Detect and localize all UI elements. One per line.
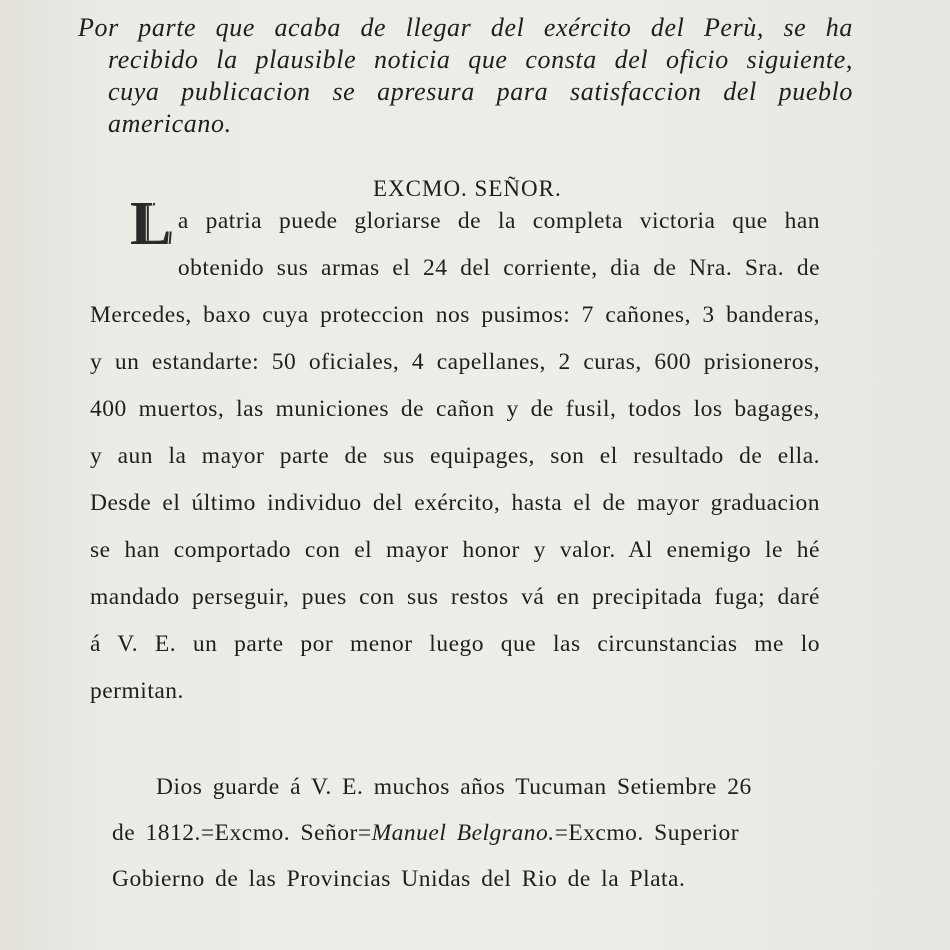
closing-addressee: =Excmo. Superior Gobierno de las Provincias Unidas del Rio de la Plata.: [112, 820, 740, 892]
signature-name: Manuel Belgrano.: [371, 820, 555, 846]
letter-body-text: a patria puede gloriarse de la completa victoria que han obtenido sus armas el 24 del corriente, dia de Nra. Sra. de Mercedes, baxo cuya proteccion nos pusimos: 7 cañones, 3 banderas, y un estandarte: 50 oficiales, 4 capellanes, 2 curas, 600 prisioneros, 400 muertos, las municiones de cañon y de fusil, todos los bagages, y aun la mayor parte de sus equipages, son el resultado de ella. Desde el último individuo del exército, hasta el de mayor graduacion se han comportado con el mayor honor y valor. Al enemigo le hé mandado perseguir, pues con sus restos vá en precipitada fuga; daré á V. E. un parte por menor luego que las circunstancias me lo permitan.: [90, 208, 820, 704]
drop-cap-letter: L: [130, 190, 172, 258]
letter-body: [90, 190, 820, 715]
closing-paragraph: [112, 764, 824, 902]
closing-date: de 1812.=Excmo. Señor=: [112, 820, 372, 846]
closing-line: Dios guarde á V. E. muchos años Tucuman Setiembre 26: [156, 774, 752, 800]
intro-paragraph: Por parte que acaba de llegar del exército del Perù, se ha recibido la plausible noticia que consta del oficio siguiente, cuya publicacion se apresura para satisfaccion del pueblo americano.: [78, 13, 853, 138]
letter-heading: EXCMO. SEÑOR.: [373, 176, 562, 201]
